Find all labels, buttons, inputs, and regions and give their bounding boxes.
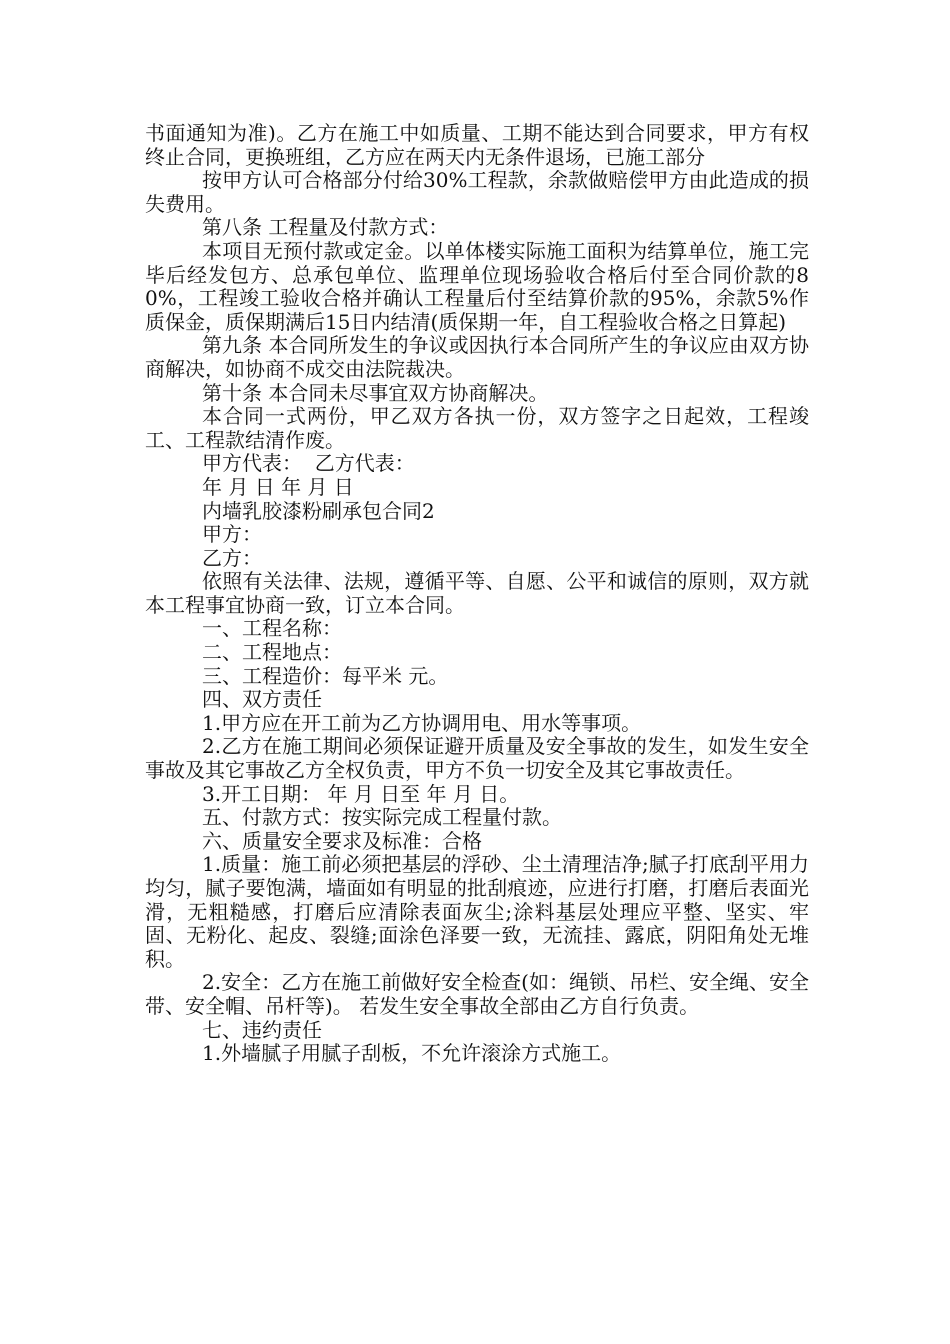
list-item: 3.开工日期： 年 月 日至 年 月 日。 xyxy=(202,781,520,806)
section-quality: 六、质量安全要求及标准：合格 xyxy=(202,828,482,853)
paragraph: 按甲方认可合格部分付给30%工程款，余款做赔偿甲方由此造成的损失费用。 xyxy=(145,168,809,216)
signature-line: 甲方代表： 乙方代表： xyxy=(202,451,415,476)
section-project-name: 一、工程名称： xyxy=(202,616,342,641)
date-line: 年 月 日 年 月 日 xyxy=(202,474,354,499)
paragraph: 依照有关法律、法规，遵循平等、自愿、公平和诚信的原则，双方就本工程事宜协商一致，订立本合同。 xyxy=(145,569,809,617)
list-item: 2.安全：乙方在施工前做好安全检查(如：绳锁、吊栏、安全绳、安全带、安全帽、吊杆等)。 若发生安全事故全部由乙方自行负责。 xyxy=(145,970,809,1018)
list-item: 1.甲方应在开工前为乙方协调用电、用水等事项。 xyxy=(202,710,642,735)
list-item: 1.外墙腻子用腻子刮板，不允许滚涂方式施工。 xyxy=(202,1041,622,1066)
article-9: 第九条 本合同所发生的争议或因执行本合同所产生的争议应由双方协商解决，如协商不成交由法院裁决。 xyxy=(145,333,809,381)
document-body xyxy=(145,122,809,1066)
party-a: 甲方： xyxy=(202,522,262,547)
paragraph: 本项目无预付款或定金。以单体楼实际施工面积为结算单位，施工完毕后经发包方、总承包单位、监理单位现场验收合格后付至合同价款的80%，工程竣工验收合格并确认工程量后付至结算价款的95%，余款5%作质保金，质保期满后15日内结清(质保期一年，自工程验收合格之日算起) xyxy=(145,238,809,334)
list-item: 2.乙方在施工期间必须保证避开质量及安全事故的发生，如发生安全事故及其它事故乙方全权负责，甲方不负一切安全及其它事故责任。 xyxy=(145,734,809,783)
section-project-location: 二、工程地点： xyxy=(202,640,342,665)
party-b: 乙方： xyxy=(202,545,262,570)
article-8-heading: 第八条 工程量及付款方式： xyxy=(202,215,449,240)
section-breach: 七、违约责任 xyxy=(202,1017,322,1042)
paragraph-continuation: 书面通知为准)。乙方在施工中如质量、工期不能达到合同要求，甲方有权终止合同，更换班组，乙方应在两天内无条件退场，已施工部分 xyxy=(145,121,809,169)
article-10: 第十条 本合同未尽事宜双方协商解决。 xyxy=(202,380,549,405)
section-responsibilities: 四、双方责任 xyxy=(202,687,322,712)
list-item: 1.质量：施工前必须把基层的浮砂、尘土清理洁净;腻子打底刮平用力均匀，腻子要饱满，墙面如有明显的批刮痕迹，应进行打磨，打磨后表面光滑，无粗糙感，打磨后应清除表面灰尘;涂料基层处理应平整、坚实、牢固、无粉化、起皮、裂缝;面涂色泽要一致，无流挂、露底，阴阳角处无堆积。 xyxy=(145,852,809,971)
section-project-cost: 三、工程造价：每平米 元。 xyxy=(202,663,449,688)
contract-title: 内墙乳胶漆粉刷承包合同2 xyxy=(202,498,435,523)
paragraph: 本合同一式两份，甲乙双方各执一份，双方签字之日起效，工程竣工、工程款结清作废。 xyxy=(145,404,809,452)
section-payment: 五、付款方式：按实际完成工程量付款。 xyxy=(202,805,562,830)
